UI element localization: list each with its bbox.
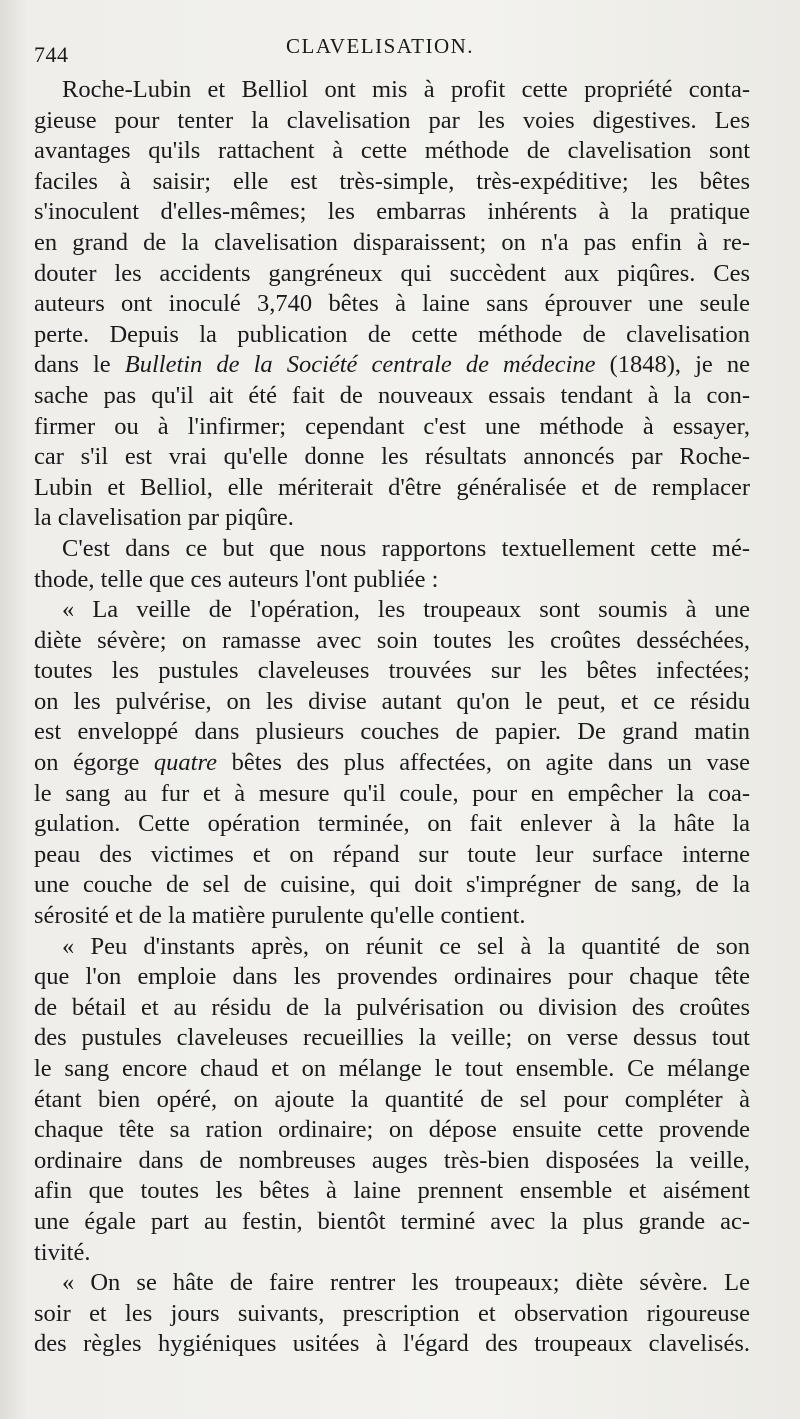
text-line: firmer ou à l'infirmer; cependant c'est une méthode à essayer, <box>34 412 750 440</box>
text-line: s'inoculent d'elles-mêmes; les embarras inhérents à la pratique <box>34 198 750 226</box>
text-line: toutes les pustules claveleuses trouvées sur les bêtes infectées; <box>34 657 750 685</box>
text-line: diète sévère; on ramasse avec soin toutes les croûtes desséchées, <box>34 626 750 654</box>
text-line: auteurs ont inoculé 3,740 bêtes à laine sans éprouver une seule <box>34 290 750 318</box>
text-line: on les pulvérise, on les divise autant qu'on le peut, et ce résidu <box>34 687 750 715</box>
text-line: C'est dans ce but que nous rapportons textuellement cette mé- <box>62 534 750 562</box>
text-line: étant bien opéré, on ajoute la quantité de sel pour compléter à <box>34 1085 750 1113</box>
text-line: sache pas qu'il ait été fait de nouveaux essais tendant à la con- <box>34 381 750 409</box>
text-line: sérosité et de la matière purulente qu'elle contient. <box>34 902 526 930</box>
text-line: « La veille de l'opération, les troupeaux sont soumis à une <box>62 596 750 624</box>
italic-title: Bulletin de la Société centrale de médecine <box>124 351 596 379</box>
text-line: gulation. Cette opération terminée, on fait enlever à la hâte la <box>34 810 750 838</box>
text-line: la clavelisation par piqûre. <box>34 504 294 532</box>
running-title: CLAVELISATION. <box>286 34 475 58</box>
text-line: soir et les jours suivants, prescription et observation rigoureuse <box>34 1299 750 1327</box>
text-line: perte. Depuis la publication de cette méthode de clavelisation <box>34 320 750 348</box>
text-line: Roche-Lubin et Belliol ont mis à profit cette propriété conta- <box>62 76 750 103</box>
text-segment: on égorge <box>34 749 154 777</box>
text-line: le sang au fur et à mesure qu'il coule, pour en empêcher la coa- <box>34 779 750 807</box>
text-line: une couche de sel de cuisine, qui doit s'imprégner de sang, de la <box>34 871 750 899</box>
text-line: ordinaire dans de nombreuses auges très-bien disposées la veille, <box>34 1146 750 1174</box>
text-line: le sang encore chaud et on mélange le tout ensemble. Ce mélange <box>34 1055 750 1082</box>
italic-title: quatre <box>153 749 217 777</box>
text-line: faciles à saisir; elle est très-simple, très-expéditive; les bêtes <box>34 167 750 195</box>
text-line: « Peu d'instants après, on réunit ce sel à la quantité de son <box>62 932 750 960</box>
text-line: tivité. <box>34 1238 91 1266</box>
text-line: « On se hâte de faire rentrer les troupeaux; diète sévère. Le <box>62 1269 750 1297</box>
text-line: chaque tête sa ration ordinaire; on dépose ensuite cette provende <box>34 1116 750 1144</box>
text-line: thode, telle que ces auteurs l'ont publiée : <box>34 565 439 593</box>
text-line: de bétail et au résidu de la pulvérisation ou division des croûtes <box>34 993 750 1021</box>
text-line: afin que toutes les bêtes à laine prennent ensemble et aisément <box>34 1177 750 1205</box>
text-line <box>34 748 750 779</box>
text-line: Lubin et Belliol, elle mériterait d'être généralisée et de remplacer <box>34 473 750 501</box>
text-line: une égale part au festin, bientôt terminé avec la plus grande ac- <box>34 1207 750 1235</box>
text-line: car s'il est vrai qu'elle donne les résultats annoncés par Roche- <box>34 443 750 471</box>
text-segment: dans le <box>34 351 125 379</box>
text-line <box>34 350 750 381</box>
text-segment: bêtes des plus affectées, on agite dans un vase <box>216 749 750 777</box>
text-line: douter les accidents gangréneux qui succèdent aux piqûres. Ces <box>34 259 750 287</box>
page-number: 744 <box>34 42 69 67</box>
page-header <box>34 30 752 66</box>
text-line: est enveloppé dans plusieurs couches de papier. De grand matin <box>34 718 750 746</box>
text-line: que l'on emploie dans les provendes ordinaires pour chaque tête <box>34 963 750 991</box>
text-line: gieuse pour tenter la clavelisation par les voies digestives. Les <box>34 106 750 134</box>
text-segment: (1848), je ne <box>595 351 750 379</box>
body-text <box>34 75 750 1360</box>
text-line: des pustules claveleuses recueillies la veille; on verse dessus tout <box>34 1024 750 1052</box>
text-line: peau des victimes et on répand sur toute leur surface interne <box>34 840 750 868</box>
text-line: des règles hygiéniques usitées à l'égard des troupeaux clavelisés. <box>34 1330 750 1358</box>
text-line: en grand de la clavelisation disparaissent; on n'a pas enfin à re- <box>34 228 750 256</box>
text-line: avantages qu'ils rattachent à cette méthode de clavelisation sont <box>34 137 750 165</box>
